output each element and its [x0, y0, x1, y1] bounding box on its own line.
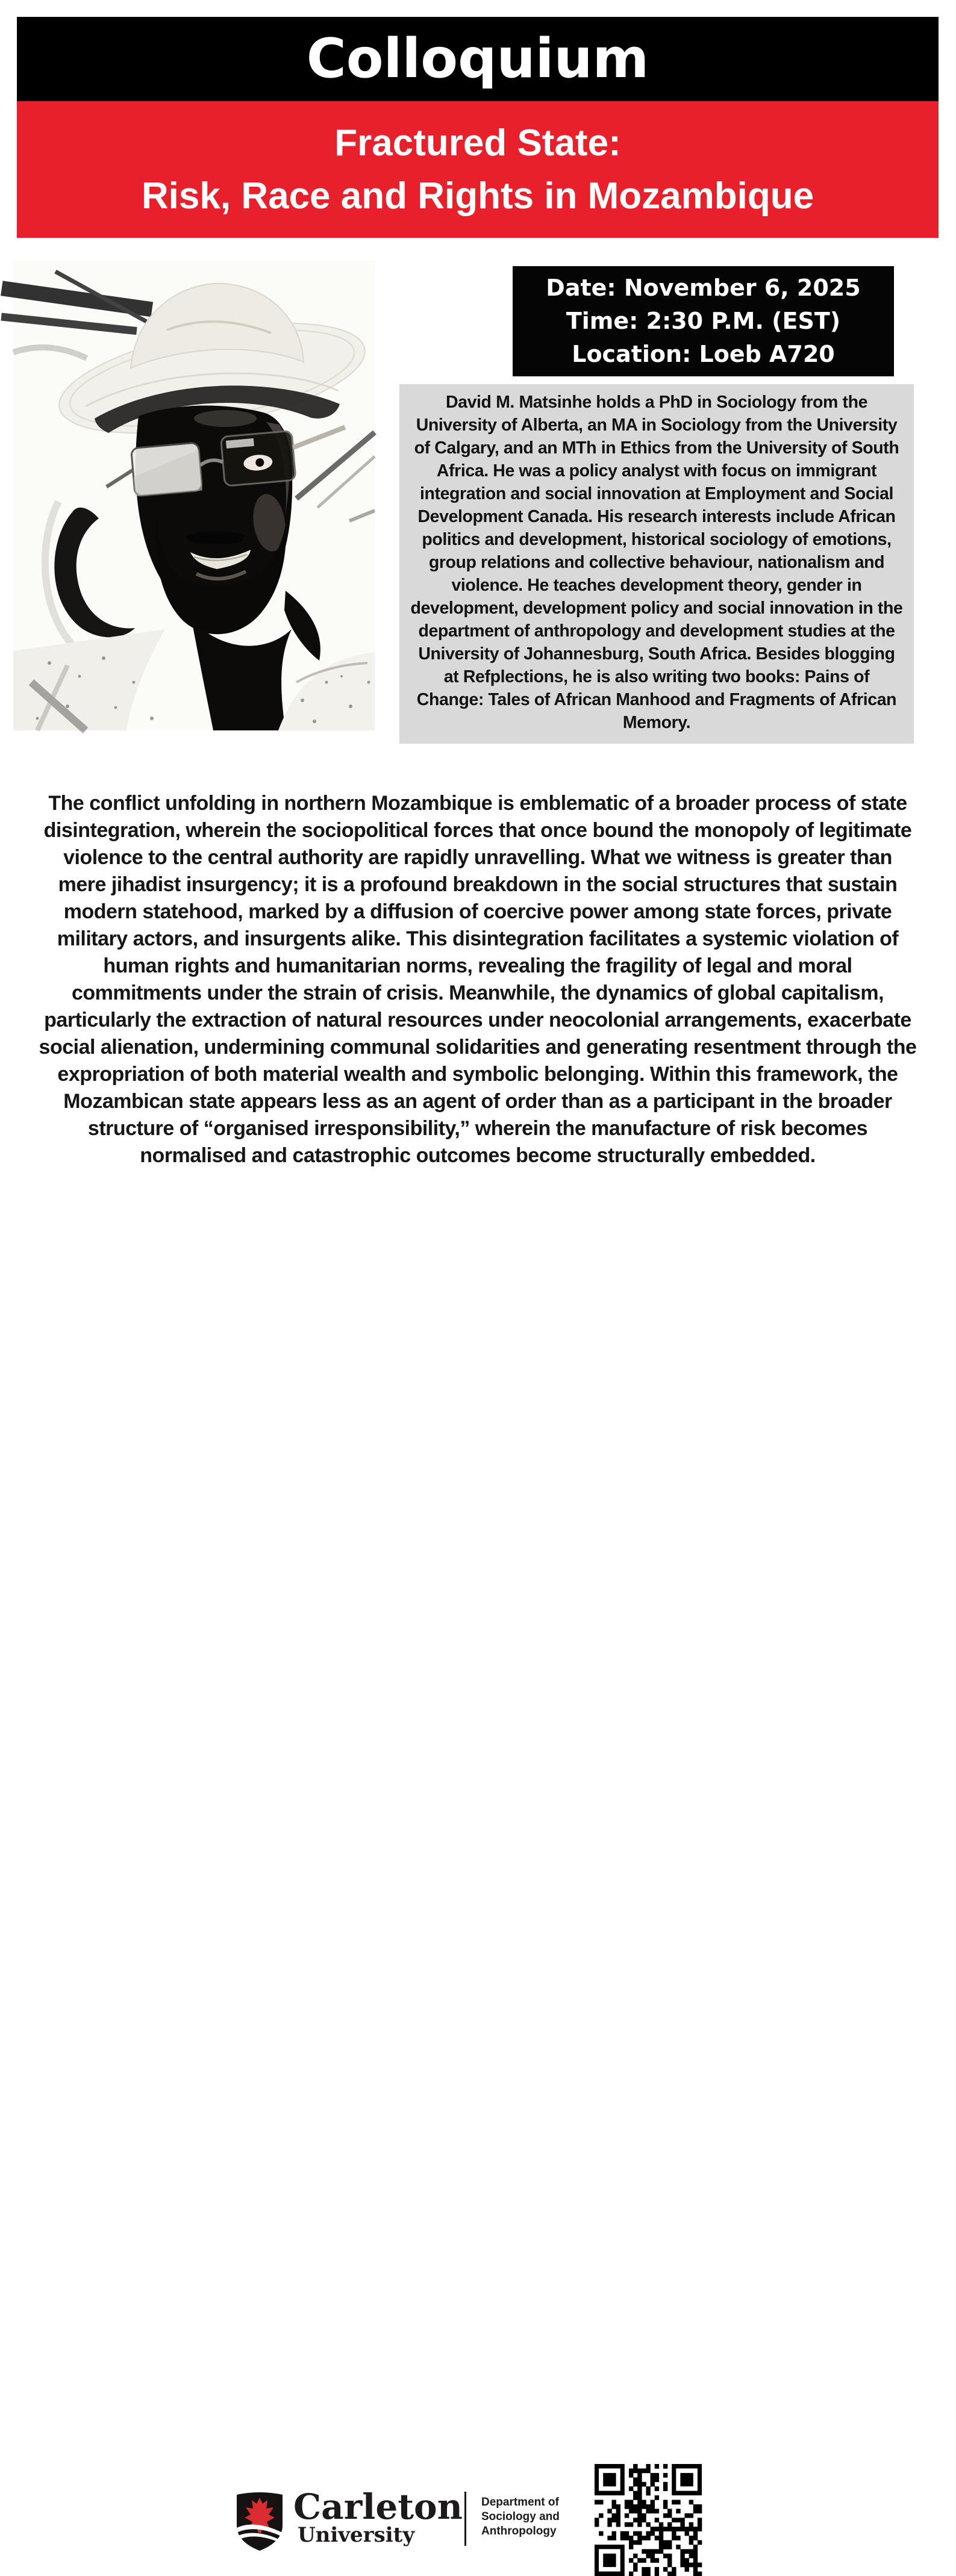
- abstract-text: The conflict unfolding in northern Mozambique is emblematic of a broader process of state disintegration, wherein the sociopolitical forces that once bound the monopoly of legitimate violence to the central authority are rapidly unravelling. What we witness is greater than mere jihadist insurgency; it is a profound breakdown in the social structures that sustain modern statehood, marked by a diffusion of coercive power among state forces, private military actors, and insurgents alike. This disintegration facilitates a systemic violation of human rights and humanitarian norms, revealing the fragility of legal and moral commitments under the strain of crisis. Meanwhile, the dynamics of global capitalism, particularly the extraction of natural resources under neocolonial arrangements, exacerbate social alienation, undermining communal solidarities and generating resentment through the expropriation of both material wealth and symbolic belonging. Within this framework, the Mozambican state appears less as an agent of order than as a participant in the broader structure of “organised irresponsibility,” wherein the manufacture of risk becomes normalised and catastrophic outcomes become structurally embedded.: [39, 792, 917, 1167]
- department-name: [481, 2495, 560, 2539]
- event-date: Date: November 6, 2025: [546, 275, 861, 301]
- poster-title: Colloquium: [306, 27, 649, 90]
- logo-wordmark-university: University: [298, 2523, 415, 2547]
- subtitle-line-1: Fractured State:: [334, 122, 621, 164]
- qr-code-graphic: [595, 2464, 702, 2576]
- department-line-1: Department of: [481, 2496, 559, 2509]
- logo-wordmark-carleton: Carleton: [293, 2486, 463, 2527]
- speaker-bio-text: David M. Matsinhe holds a PhD in Sociology from the University of Alberta, an MA in Sociology from the University of Calgary, and an MTh in Ethics from the University of South Africa. He was a policy analyst with focus on immigrant integration and social innovation at Employment and Social Development Canada. His research interests include African politics and development, historical sociology of emotions, group relations and collective behaviour, nationalism and violence. He teaches development theory, gender in development, development policy and social innovation in the department of anthropology and development studies at the University of Johannesburg, South Africa. Besides blogging at Refplections, he is also writing two books: Pains of Change: Tales of African Manhood and Fragments of African Memory.: [410, 393, 903, 732]
- event-info-box: [513, 266, 894, 376]
- department-line-3: Anthropology: [481, 2525, 557, 2537]
- carleton-shield-logo: [235, 2490, 284, 2551]
- department-line-2: Sociology and: [481, 2510, 560, 2523]
- subtitle-line-2: Risk, Race and Rights in Mozambique: [141, 175, 814, 217]
- qr-code: [595, 2464, 702, 2576]
- speaker-photo-art: [13, 261, 375, 730]
- carleton-shield-icon: [235, 2490, 284, 2551]
- footer: [0, 1228, 956, 2547]
- header-bar: [17, 17, 939, 101]
- event-time: Time: 2:30 P.M. (EST): [566, 308, 841, 334]
- speaker-photo: [13, 261, 375, 730]
- footer-divider: [464, 2492, 466, 2546]
- event-location: Location: Loeb A720: [572, 341, 835, 367]
- speaker-bio-box: [399, 384, 914, 744]
- subtitle-banner: [17, 101, 939, 238]
